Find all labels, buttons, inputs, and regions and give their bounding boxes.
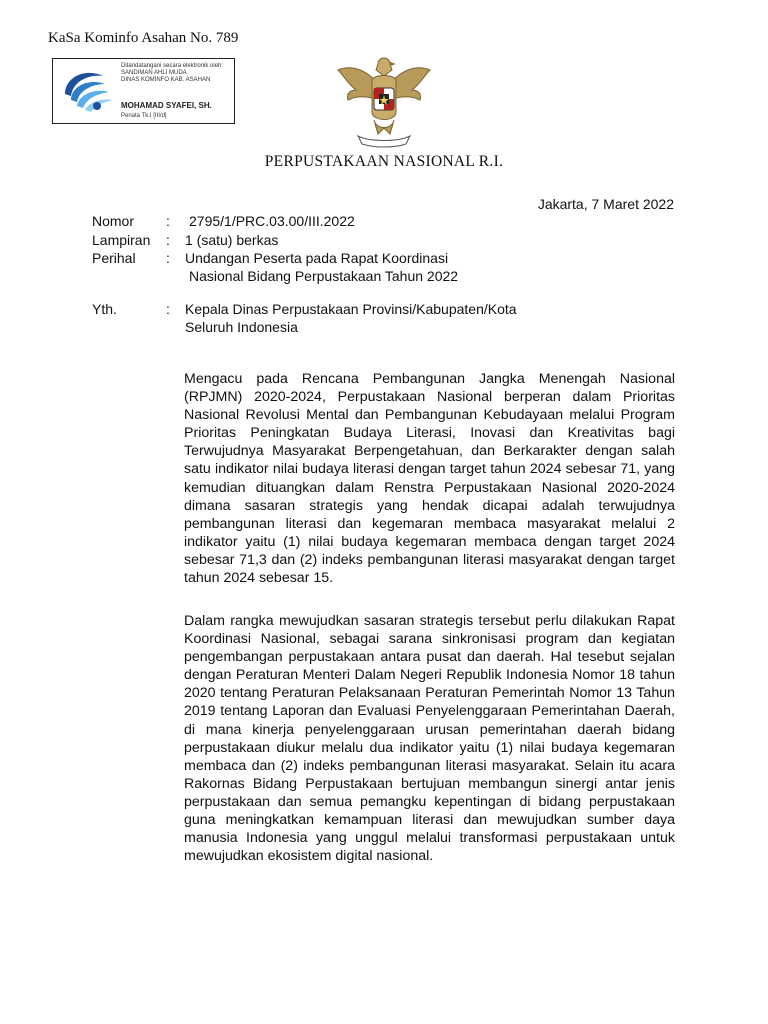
garuda-pancasila-emblem-icon [334, 50, 434, 150]
signature-caption-line2: SANDIMAN AHLI MUDA [121, 70, 187, 76]
perihal-line1: Undangan Peserta pada Rapat Koordinasi [185, 250, 449, 266]
stamp-title: KaSa Kominfo Asahan No. 789 [48, 30, 239, 46]
meta-row-lampiran [0, 231, 768, 251]
organization-heading: PERPUSTAKAAN NASIONAL R.I. [264, 153, 504, 170]
electronic-signature-box [52, 58, 235, 124]
signature-caption [121, 63, 223, 84]
perihal-label: Perihal [92, 250, 136, 266]
yth-line1: Kepala Dinas Perpustakaan Provinsi/Kabupaten/Kota [185, 301, 517, 317]
lampiran-label: Lampiran [92, 232, 151, 248]
meta-row-nomor [0, 212, 768, 232]
meta-row-yth [0, 300, 768, 338]
perihal-colon: : [166, 250, 170, 266]
signature-caption-line3: DINAS KOMINFO KAB. ASAHAN [121, 77, 211, 83]
letter-date: Jakarta, 7 Maret 2022 [537, 196, 674, 212]
meta-row-perihal [0, 249, 768, 287]
nomor-label: Nomor [92, 213, 135, 229]
nomor-value: 2795/1/PRC.03.00/III.2022 [189, 213, 355, 229]
lampiran-colon: : [166, 232, 170, 248]
body-paragraph-1: Mengacu pada Rencana Pembangunan Jangka Menengah Nasional (RPJMN) 2020-2024, Perpustakaan Nasional berperan dalam Prioritas Nasional Revolusi Mental dan Pembangunan Kebudayaan melalui Program Prioritas Peningkatan Budaya Literasi, Inovasi dan Kreativitas bagi Terwujudnya Masyarakat Berpengetahuan, dan Berkarakter dengan salah satu indikator nilai budaya literasi dengan target tahun 2024 sebesar 71, yang kemudian dituangkan dalam Renstra Perpustakaan Nasional 2020-2024 dimana sasaran strategis yang hendak dicapai adalah terwujudnya pembangunan literasi dan kegemaran membaca masyarakat melalui 2 indikator yaitu (1) nilai budaya kegemaran membaca dengan target 2024 sebesar 71,3 dan (2) indeks pembangunan literasi masyarakat dengan target tahun 2024 sebesar 15. [184, 371, 675, 587]
yth-label: Yth. [92, 301, 117, 317]
signer-name: MOHAMAD SYAFEI, SH. [121, 101, 212, 110]
yth-colon: : [166, 301, 170, 317]
signature-caption-line1: Ditandatangani secara elektronik oleh: [121, 63, 224, 69]
lampiran-value: 1 (satu) berkas [185, 232, 279, 248]
signer-rank: Penata Tk.I [III/d] [121, 113, 167, 119]
kominfo-logo-icon [57, 62, 119, 120]
body-paragraph-2: Dalam rangka mewujudkan sasaran strategis tersebut perlu dilakukan Rapat Koordinasi Nasional, sebagai sarana sinkronisasi program dan kegiatan pengembangan perpustakaan antara pusat dan daerah. Hal tesebut sejalan dengan Peraturan Menteri Dalam Negeri Republik Indonesia Nomor 18 tahun 2020 tentang Peraturan Pelaksanaan Peraturan Pemerintah Nomor 13 Tahun 2019 tentang Laporan dan Evaluasi Penyelenggaraan Pemerintahan Daerah, di mana kinerja penyelenggaraan urusan pemerintahan daerah bidang perpustakaan diukur melalu dua indikator yaitu (1) nilai budaya kegemaran membaca dan (2) indeks pembangunan literasi masyarakat. Selain itu acara Rakornas Bidang Perpustakaan bertujuan membangun sinergi antar jenis perpustakaan dan semua pemangku kepentingan di bidang perpustakaan guna meningkatkan kemampuan literasi dan mewujudkan sumber daya manusia Indonesia yang unggul melalui transformasi perpustakaan untuk mewujudkan ekosistem digital nasional. [184, 613, 675, 865]
perihal-line2: Nasional Bidang Perpustakaan Tahun 2022 [189, 268, 459, 284]
yth-line2: Seluruh Indonesia [185, 319, 298, 335]
nomor-colon: : [166, 213, 170, 229]
